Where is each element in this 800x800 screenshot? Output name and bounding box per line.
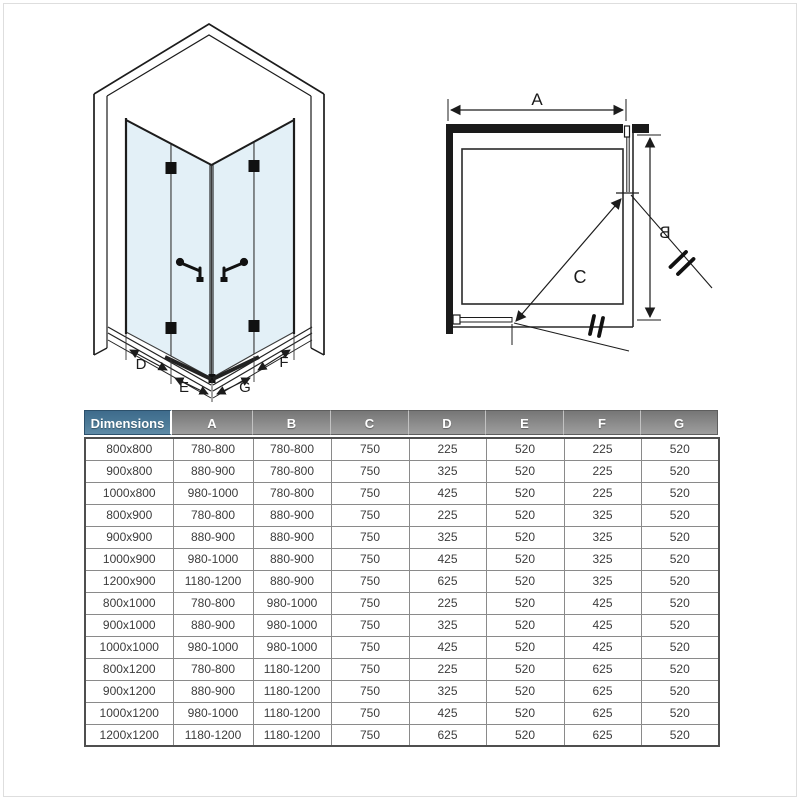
column-header-a: A	[172, 410, 252, 435]
dimension-size-cell: 1000x1000	[85, 636, 173, 658]
table-row	[85, 658, 719, 680]
dimension-value-cell: 880-900	[253, 548, 331, 570]
dimension-value-cell: 780-800	[253, 482, 331, 504]
break-mark-icon	[590, 316, 603, 336]
dimension-value-cell: 625	[564, 724, 641, 746]
table-row	[85, 702, 719, 724]
right-door	[616, 137, 712, 288]
dimension-value-cell: 750	[331, 460, 409, 482]
top-wall	[448, 124, 623, 133]
dimension-value-cell: 520	[486, 592, 564, 614]
dimension-value-cell: 520	[486, 702, 564, 724]
dimension-value-cell: 325	[564, 570, 641, 592]
tray-outline	[453, 133, 633, 327]
hinge-icon	[249, 320, 260, 332]
dimension-value-cell: 520	[486, 680, 564, 702]
dimension-value-cell: 750	[331, 724, 409, 746]
table-header-row	[84, 410, 718, 435]
right-door-panel	[212, 142, 255, 378]
table-row	[85, 636, 719, 658]
dimension-value-cell: 520	[486, 482, 564, 504]
dimension-size-cell: 900x1000	[85, 614, 173, 636]
dimension-value-cell: 1180-1200	[173, 570, 253, 592]
dimension-value-cell: 980-1000	[253, 592, 331, 614]
dimension-value-cell: 520	[486, 548, 564, 570]
dimension-value-cell: 225	[564, 460, 641, 482]
dim-label-b: B	[659, 223, 671, 242]
dimension-value-cell: 750	[331, 570, 409, 592]
dimension-value-cell: 325	[564, 504, 641, 526]
dimension-value-cell: 625	[564, 702, 641, 724]
dimension-value-cell: 325	[564, 548, 641, 570]
dimension-value-cell: 425	[564, 592, 641, 614]
dimension-value-cell: 1180-1200	[253, 724, 331, 746]
dimension-value-cell: 425	[564, 636, 641, 658]
dimension-value-cell: 225	[409, 592, 486, 614]
dimension-value-cell: 880-900	[253, 504, 331, 526]
dimension-value-cell: 750	[331, 548, 409, 570]
dimension-value-cell: 520	[486, 614, 564, 636]
dimension-value-cell: 325	[409, 680, 486, 702]
dimension-value-cell: 750	[331, 636, 409, 658]
dimension-value-cell: 880-900	[253, 570, 331, 592]
dimension-value-cell: 225	[409, 504, 486, 526]
dim-label-f: F	[279, 354, 289, 371]
table-row	[85, 460, 719, 482]
dimension-value-cell: 520	[486, 636, 564, 658]
table-row	[85, 592, 719, 614]
dimension-value-cell: 880-900	[253, 526, 331, 548]
dimension-value-cell: 520	[641, 438, 719, 460]
dimension-value-cell: 425	[409, 702, 486, 724]
dimension-size-cell: 1000x800	[85, 482, 173, 504]
dimension-value-cell: 425	[564, 614, 641, 636]
table-row	[85, 548, 719, 570]
table-row	[85, 724, 719, 746]
dim-label-g: G	[239, 379, 251, 396]
dimension-value-cell: 980-1000	[253, 614, 331, 636]
dimension-value-cell: 750	[331, 592, 409, 614]
dimension-value-cell: 520	[486, 658, 564, 680]
dimension-value-cell: 750	[331, 614, 409, 636]
bottom-hinge	[453, 315, 460, 324]
dimension-value-cell: 425	[409, 636, 486, 658]
dimension-value-cell: 780-800	[253, 460, 331, 482]
dimension-size-cell: 1200x1200	[85, 724, 173, 746]
dimension-value-cell: 520	[641, 658, 719, 680]
right-fixed-panel	[254, 120, 294, 354]
dimension-value-cell: 980-1000	[173, 548, 253, 570]
dimension-value-cell: 880-900	[173, 614, 253, 636]
dimension-value-cell: 520	[641, 614, 719, 636]
dimension-size-cell: 800x800	[85, 438, 173, 460]
dimension-value-cell: 750	[331, 526, 409, 548]
dimension-value-cell: 1180-1200	[253, 702, 331, 724]
table-row	[85, 438, 719, 460]
dimension-value-cell: 520	[486, 724, 564, 746]
dimension-value-cell: 225	[409, 658, 486, 680]
dimension-size-cell: 800x900	[85, 504, 173, 526]
dimension-value-cell: 780-800	[173, 438, 253, 460]
hinge-icon	[166, 322, 177, 334]
dimension-value-cell: 520	[641, 504, 719, 526]
column-header-g: G	[640, 410, 718, 435]
top-hinge	[625, 126, 630, 137]
dimension-value-cell: 425	[409, 548, 486, 570]
dimension-value-cell: 625	[564, 680, 641, 702]
column-header-b: B	[252, 410, 330, 435]
dim-label-d: D	[135, 356, 147, 373]
dim-label-a: A	[531, 90, 543, 109]
table-row	[85, 570, 719, 592]
column-header-c: C	[330, 410, 408, 435]
dimension-value-cell: 520	[486, 438, 564, 460]
dimension-value-cell: 520	[486, 526, 564, 548]
dimension-value-cell: 520	[486, 570, 564, 592]
dimension-value-cell: 520	[641, 702, 719, 724]
dimension-value-cell: 880-900	[173, 680, 253, 702]
dimension-value-cell: 625	[409, 724, 486, 746]
dimension-value-cell: 625	[409, 570, 486, 592]
table-row	[85, 614, 719, 636]
dimension-value-cell: 1180-1200	[253, 658, 331, 680]
dimension-value-cell: 780-800	[173, 504, 253, 526]
dimension-value-cell: 750	[331, 702, 409, 724]
column-header-e: E	[485, 410, 563, 435]
dimension-size-cell: 800x1000	[85, 592, 173, 614]
dimension-size-cell: 900x800	[85, 460, 173, 482]
dimension-value-cell: 750	[331, 438, 409, 460]
dimension-value-cell: 980-1000	[253, 636, 331, 658]
dimension-size-cell: 900x1200	[85, 680, 173, 702]
hinge-icon	[249, 160, 260, 172]
dimension-value-cell: 520	[641, 482, 719, 504]
dimension-size-cell: 900x900	[85, 526, 173, 548]
dimensions-table-grid	[84, 437, 720, 747]
door-leaf	[460, 318, 512, 323]
dimension-value-cell: 225	[564, 482, 641, 504]
dimension-value-cell: 325	[409, 614, 486, 636]
dimension-value-cell: 980-1000	[173, 702, 253, 724]
dim-label-e: E	[178, 379, 190, 396]
table-row	[85, 482, 719, 504]
dimension-value-cell: 780-800	[173, 592, 253, 614]
dimension-value-cell: 750	[331, 504, 409, 526]
plan-view-diagram	[420, 80, 740, 370]
dimension-value-cell: 325	[564, 526, 641, 548]
dim-label-c: C	[573, 267, 587, 287]
dimension-value-cell: 780-800	[173, 658, 253, 680]
dimension-value-cell: 750	[331, 680, 409, 702]
dimension-value-cell: 325	[409, 460, 486, 482]
dimension-value-cell: 520	[486, 460, 564, 482]
dimension-value-cell: 750	[331, 658, 409, 680]
dimension-value-cell: 520	[641, 592, 719, 614]
dimension-value-cell: 520	[641, 548, 719, 570]
dimension-value-cell: 225	[564, 438, 641, 460]
dimension-value-cell: 625	[564, 658, 641, 680]
dimension-value-cell: 520	[641, 526, 719, 548]
dimension-size-cell: 1000x900	[85, 548, 173, 570]
table-row	[85, 504, 719, 526]
column-header-d: D	[408, 410, 485, 435]
dimension-value-cell: 880-900	[173, 526, 253, 548]
column-header-dimensions: Dimensions	[84, 410, 172, 435]
hinge-icon	[166, 162, 177, 174]
isometric-shower-diagram	[60, 10, 360, 410]
dimension-size-cell: 800x1200	[85, 658, 173, 680]
dimension-value-cell: 325	[409, 526, 486, 548]
dimension-value-cell: 980-1000	[173, 636, 253, 658]
dimension-value-cell: 520	[486, 504, 564, 526]
dimension-value-cell: 750	[331, 482, 409, 504]
dimension-value-cell: 1180-1200	[253, 680, 331, 702]
dimension-size-cell: 1200x900	[85, 570, 173, 592]
dimension-value-cell: 780-800	[253, 438, 331, 460]
left-fixed-panel	[126, 120, 171, 356]
table-row	[85, 526, 719, 548]
dimension-b	[637, 135, 661, 320]
dimension-value-cell: 425	[409, 482, 486, 504]
dimension-value-cell: 980-1000	[173, 482, 253, 504]
dimensions-table	[84, 410, 718, 747]
dimension-value-cell: 520	[641, 460, 719, 482]
dimensions-table-body	[85, 438, 719, 746]
dimension-value-cell: 880-900	[173, 460, 253, 482]
break-mark-icon	[671, 252, 694, 274]
dimension-value-cell: 225	[409, 438, 486, 460]
dimension-value-cell: 520	[641, 724, 719, 746]
dimension-value-cell: 520	[641, 636, 719, 658]
table-row	[85, 680, 719, 702]
inner-tray	[462, 149, 623, 304]
column-header-f: F	[563, 410, 640, 435]
dimension-size-cell: 1000x1200	[85, 702, 173, 724]
dimension-value-cell: 1180-1200	[173, 724, 253, 746]
dimension-value-cell: 520	[641, 570, 719, 592]
left-wall	[446, 124, 453, 334]
top-wall-stub	[632, 124, 649, 133]
dimension-value-cell: 520	[641, 680, 719, 702]
